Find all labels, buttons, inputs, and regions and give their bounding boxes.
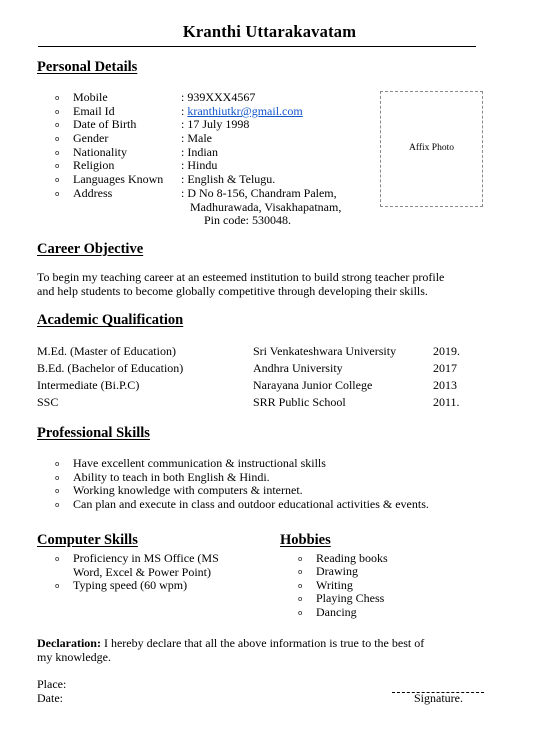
field-value-nationality: : Indian [181, 145, 218, 159]
bullet-icon: o [55, 94, 60, 102]
academic-qualification-heading: Academic Qualification [37, 312, 184, 328]
email-link[interactable]: kranthiutkr@gmail.com [187, 104, 303, 118]
institution-cell: Narayana Junior College [253, 378, 373, 392]
career-objective-heading: Career Objective [37, 241, 144, 257]
list-item: Proficiency in MS Office (MS [73, 551, 219, 565]
field-label-nationality: Nationality [73, 145, 127, 159]
year-cell: 2019. [433, 344, 460, 358]
list-item: Writing [316, 578, 353, 592]
career-objective-line: To begin my teaching career at an esteemed institution to build strong teacher profile [37, 270, 445, 284]
list-item: Ability to teach in both English & Hindi. [73, 470, 270, 484]
bullet-icon: o [55, 460, 60, 468]
email-prefix: : [181, 104, 188, 118]
list-item: Working knowledge with computers & internet. [73, 483, 303, 497]
degree-cell: M.Ed. (Master of Education) [37, 344, 176, 358]
field-value-address: : D No 8-156, Chandram Palem, [181, 186, 337, 200]
field-label-mobile: Mobile [73, 90, 108, 104]
institution-cell: Sri Venkateshwara University [253, 344, 397, 358]
field-label-languages: Languages Known [73, 172, 164, 186]
list-item: Drawing [316, 564, 358, 578]
field-label-email: Email Id [73, 104, 115, 118]
header-divider [38, 46, 476, 47]
bullet-icon: o [55, 149, 60, 157]
bullet-icon: o [55, 555, 60, 563]
hobbies-heading: Hobbies [280, 532, 331, 548]
personal-details-heading: Personal Details [37, 59, 138, 75]
bullet-icon: o [55, 108, 60, 116]
field-value-dob: : 17 July 1998 [181, 117, 250, 131]
bullet-icon: o [55, 162, 60, 170]
bullet-icon: o [55, 190, 60, 198]
bullet-icon: o [298, 568, 303, 576]
list-item: Dancing [316, 605, 357, 619]
institution-cell: SRR Public School [253, 395, 346, 409]
bullet-icon: o [55, 176, 60, 184]
year-cell: 2011. [433, 395, 460, 409]
bullet-icon: o [55, 474, 60, 482]
declaration-line-2: my knowledge. [37, 650, 111, 664]
photo-placeholder [380, 91, 483, 207]
field-label-gender: Gender [73, 131, 109, 145]
address-line-3: Pin code: 530048. [204, 213, 291, 227]
declaration-label: Declaration: [37, 636, 101, 650]
field-value-religion: : Hindu [181, 158, 218, 172]
bullet-icon: o [55, 121, 60, 129]
list-item: Reading books [316, 551, 388, 565]
declaration-line [37, 637, 424, 651]
career-objective-line: and help students to become globally competitive through developing their skills. [37, 284, 428, 298]
professional-skills-heading: Professional Skills [37, 425, 150, 441]
institution-cell: Andhra University [253, 361, 343, 375]
bullet-icon: o [55, 582, 60, 590]
list-item: Playing Chess [316, 591, 385, 605]
field-value-mobile: : 939XXX4567 [181, 90, 256, 104]
year-cell: 2013 [433, 378, 457, 392]
signature-label: Signature. [414, 691, 463, 705]
year-cell: 2017 [433, 361, 457, 375]
degree-cell: B.Ed. (Bachelor of Education) [37, 361, 184, 375]
declaration-text: I hereby declare that all the above information is true to the best of [100, 636, 425, 650]
date-label: Date: [37, 691, 63, 705]
address-line-2: Madhurawada, Visakhapatnam, [190, 200, 342, 214]
field-label-address: Address [73, 186, 113, 200]
place-label: Place: [37, 677, 67, 691]
field-value-gender: : Male [181, 131, 212, 145]
bullet-icon: o [298, 555, 303, 563]
bullet-icon: o [55, 487, 60, 495]
list-item: Have excellent communication & instructional skills [73, 456, 326, 470]
degree-cell: Intermediate (Bi.P.C) [37, 378, 140, 392]
computer-skills-heading: Computer Skills [37, 532, 138, 548]
photo-label: Affix Photo [409, 143, 454, 153]
bullet-icon: o [298, 609, 303, 617]
bullet-icon: o [55, 501, 60, 509]
list-item: Typing speed (60 wpm) [73, 578, 188, 592]
field-label-religion: Religion [73, 158, 115, 172]
list-item-continuation: Word, Excel & Power Point) [73, 565, 212, 579]
candidate-name: Kranthi Uttarakavatam [182, 22, 357, 41]
bullet-icon: o [55, 135, 60, 143]
bullet-icon: o [298, 595, 303, 603]
bullet-icon: o [298, 582, 303, 590]
field-value-languages: : English & Telugu. [181, 172, 276, 186]
list-item: Can plan and execute in class and outdoor educational activities & events. [73, 497, 429, 511]
field-label-dob: Date of Birth [73, 117, 137, 131]
degree-cell: SSC [37, 395, 59, 409]
